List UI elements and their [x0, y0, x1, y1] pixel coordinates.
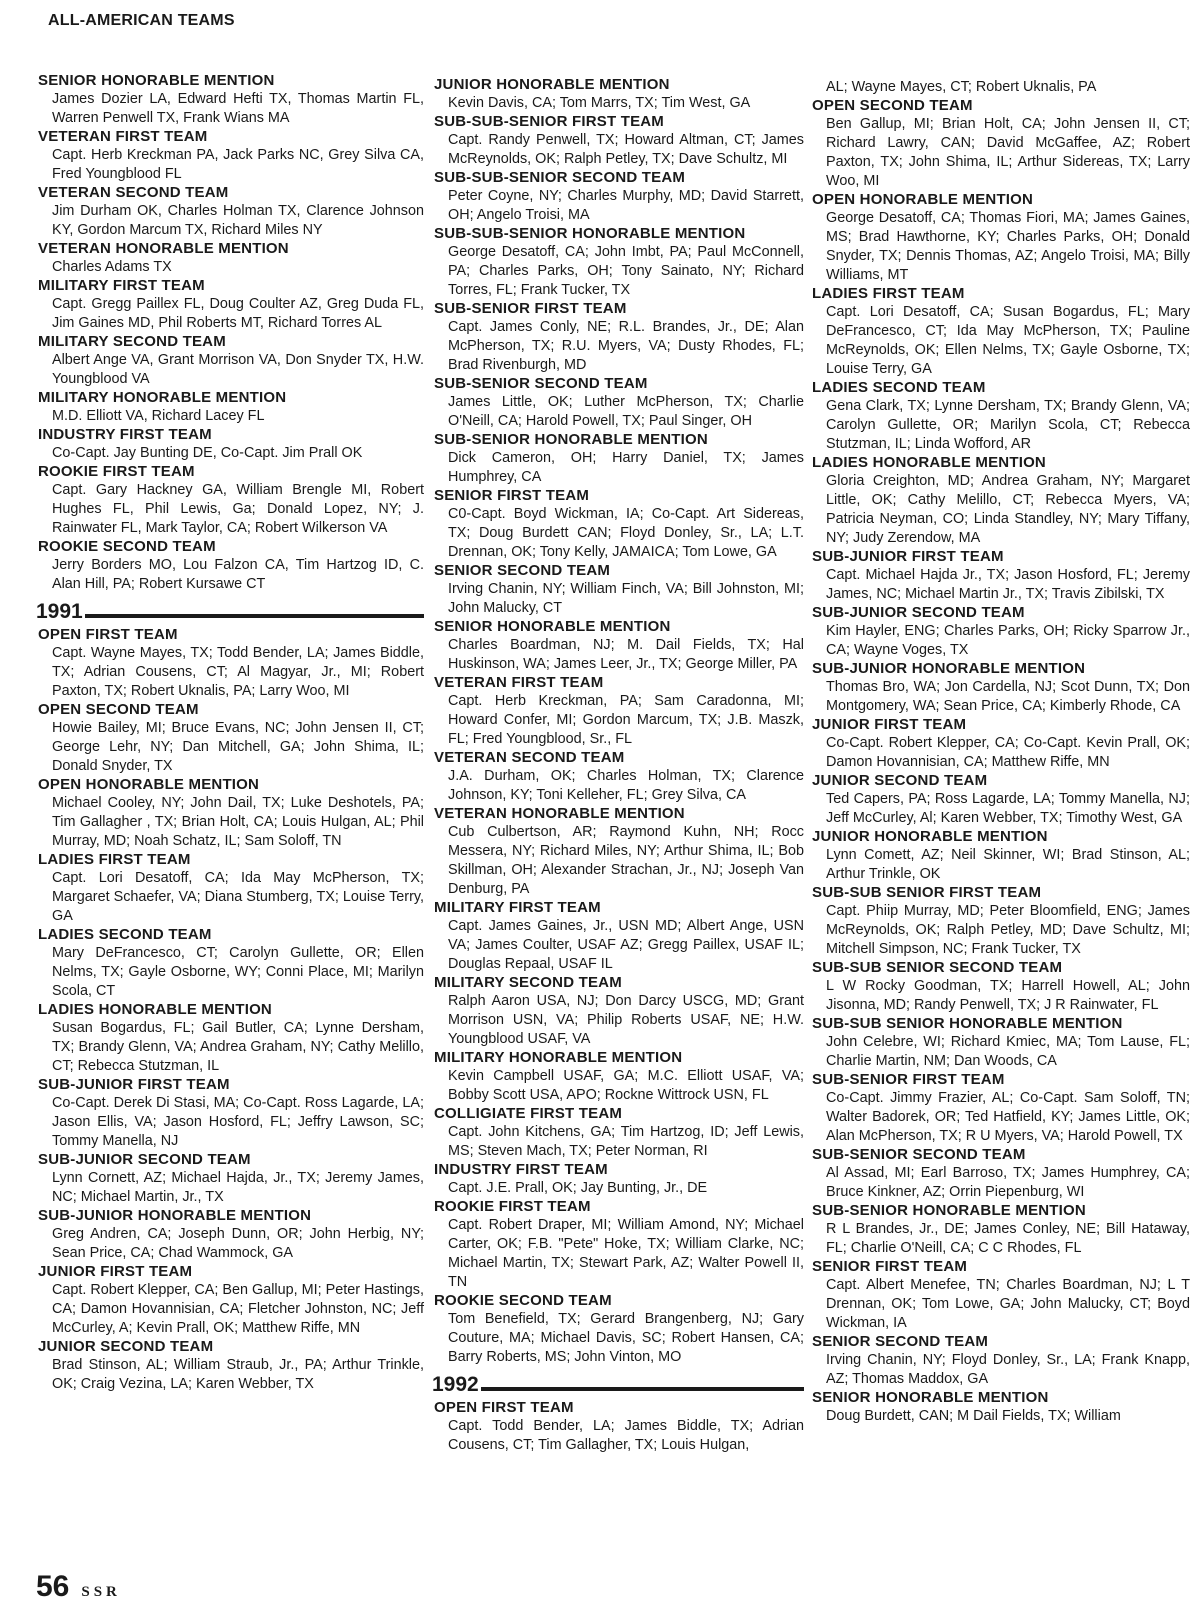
- page-title: ALL-AMERICAN TEAMS: [48, 12, 235, 29]
- team-section: [36, 1338, 424, 1394]
- team-heading: SUB-SUB-SENIOR FIRST TEAM: [434, 113, 664, 130]
- team-heading: SUB-SUB SENIOR FIRST TEAM: [812, 884, 1042, 901]
- team-heading: SUB-SUB-SENIOR SECOND TEAM: [434, 169, 686, 186]
- column-1: [36, 72, 424, 1394]
- team-section: [432, 562, 804, 618]
- team-members: Co-Capt. Jay Bunting DE, Co-Capt. Jim Prall OK: [52, 445, 363, 461]
- team-section: [432, 300, 804, 375]
- team-section: [36, 426, 424, 463]
- team-members: Capt. Herb Kreckman PA, Jack Parks NC, Grey Silva CA, Fred Youngblood FL: [52, 147, 424, 182]
- team-section: [36, 1151, 424, 1207]
- team-section: [36, 277, 424, 333]
- team-members: Al Assad, MI; Earl Barroso, TX; James Humphrey, CA; Bruce Kinkner, AZ; Orrin Piepenburg, WI: [826, 1165, 1190, 1200]
- team-members: Capt. Robert Klepper, CA; Ben Gallup, MI; Peter Hastings, CA; Damon Hovannisian, CA; Fletcher Johnston, NC; Jeff McCurley, A; Kevin Prall, OK; Matthew Riffe, MN: [52, 1282, 424, 1336]
- team-section: [36, 128, 424, 184]
- team-heading: OPEN FIRST TEAM: [38, 626, 178, 643]
- team-members: Jim Durham OK, Charles Holman TX, Clarence Johnson KY, Gordon Marcum TX, Richard Miles NY: [52, 203, 424, 238]
- team-section: [432, 805, 804, 899]
- team-heading: COLLIGIATE FIRST TEAM: [434, 1105, 623, 1122]
- team-heading: JUNIOR SECOND TEAM: [812, 772, 988, 789]
- team-section: [432, 487, 804, 562]
- team-heading: SENIOR HONORABLE MENTION: [38, 72, 275, 89]
- team-members: Capt. Lori Desatoff, CA; Susan Bogardus, FL; Mary DeFrancesco, CT; Ida May McPherson, TX; Pauline McReynolds, OK; Ellen Nelms, TX; Gayle Osborne, TX; Louise Terry, GA: [826, 304, 1190, 377]
- team-heading: SENIOR HONORABLE MENTION: [812, 1389, 1049, 1406]
- team-members: Greg Andren, CA; Joseph Dunn, OR; John Herbig, NY; Sean Price, CA; Chad Wammock, GA: [52, 1226, 424, 1261]
- team-members: Howie Bailey, MI; Bruce Evans, NC; John Jensen II, CT; George Lehr, NY; Dan Mitchell, GA; John Shima, IL; Donald Snyder, TX: [52, 720, 424, 774]
- team-members: Capt. Lori Desatoff, CA; Ida May McPherson, TX; Margaret Schaefer, VA; Diana Stumberg, TX; Louise Terry, GA: [52, 870, 424, 924]
- team-heading: SUB-SENIOR SECOND TEAM: [812, 1146, 1026, 1163]
- team-heading: LADIES FIRST TEAM: [38, 851, 191, 868]
- team-heading: LADIES SECOND TEAM: [38, 926, 212, 943]
- team-members: Co-Capt. Jimmy Frazier, AL; Co-Capt. Sam Soloff, TN; Walter Badorek, OR; Ted Hatfield, KY; James Little, OK; Alan McPherson, TX; R U Myers, VA; Harold Powell, TX: [826, 1090, 1190, 1144]
- team-members: Gena Clark, TX; Lynne Dersham, TX; Brandy Glenn, VA; Carolyn Gullette, OR; Marilyn Scola, CT; Rebecca Stutzman, IL; Linda Wofford, AR: [826, 398, 1190, 452]
- team-members: Mary DeFrancesco, CT; Carolyn Gullette, OR; Ellen Nelms, TX; Gayle Osborne, WY; Conni Place, MI; Marilyn Scola, CT: [52, 945, 424, 999]
- team-members: Capt. Gregg Paillex FL, Doug Coulter AZ, Greg Duda FL, Jim Gaines MD, Phil Roberts MT, Richard Torres AL: [52, 296, 424, 331]
- team-heading: VETERAN HONORABLE MENTION: [434, 805, 685, 822]
- team-section: [432, 169, 804, 225]
- team-members: J.A. Durham, OK; Charles Holman, TX; Clarence Johnson, KY; Toni Kelleher, FL; Grey Silva, CA: [448, 768, 804, 803]
- team-members: Dick Cameron, OH; Harry Daniel, TX; James Humphrey, CA: [448, 450, 804, 485]
- team-section: [432, 1292, 804, 1367]
- team-heading: SUB-SENIOR SECOND TEAM: [434, 375, 648, 392]
- team-section: [36, 463, 424, 538]
- team-section: [432, 1161, 804, 1198]
- team-heading: LADIES HONORABLE MENTION: [38, 1001, 272, 1018]
- team-heading: JUNIOR HONORABLE MENTION: [434, 76, 670, 93]
- team-section: [432, 375, 804, 431]
- team-heading: SENIOR SECOND TEAM: [812, 1333, 989, 1350]
- team-section: [810, 78, 1190, 97]
- team-members: Ted Capers, PA; Ross Lagarde, LA; Tommy Manella, NJ; Jeff McCurley, Al; Karen Webber, TX; Timothy West, GA: [826, 791, 1190, 826]
- team-section: [810, 1015, 1190, 1071]
- team-section: [810, 660, 1190, 716]
- team-heading: OPEN FIRST TEAM: [434, 1399, 574, 1416]
- team-members: Albert Ange VA, Grant Morrison VA, Don Snyder TX, H.W. Youngblood VA: [52, 352, 424, 387]
- team-section: [36, 72, 424, 128]
- team-section: [810, 1202, 1190, 1258]
- team-section: [432, 1399, 804, 1455]
- team-section: [36, 389, 424, 426]
- team-heading: INDUSTRY FIRST TEAM: [434, 1161, 608, 1178]
- team-section: [810, 285, 1190, 379]
- team-members: Susan Bogardus, FL; Gail Butler, CA; Lynne Dersham, TX; Brandy Glenn, VA; Andrea Graham, NY; Cathy Melillo, CT; Rebecca Stutzman, IL: [52, 1020, 424, 1074]
- year-label: 1992: [432, 1373, 479, 1396]
- team-members: Ralph Aaron USA, NJ; Don Darcy USCG, MD; Grant Morrison USN, VA; Philip Roberts USAF, NE; H.W. Youngblood USAF, VA: [448, 993, 804, 1047]
- team-section: [810, 828, 1190, 884]
- team-members: Michael Cooley, NY; John Dail, TX; Luke Deshotels, PA; Tim Gallagher , TX; Brian Holt, CA; Louis Hulgan, AL; Phil Murray, MD; Noah Schatz, IL; Sam Soloff, TN: [52, 795, 424, 849]
- team-members: Charles Boardman, NJ; M. Dail Fields, TX; Hal Huskinson, WA; James Leer, Jr., TX; George Miller, PA: [448, 637, 804, 672]
- team-heading: MILITARY FIRST TEAM: [38, 277, 205, 294]
- team-heading: VETERAN FIRST TEAM: [434, 674, 604, 691]
- team-members: Gloria Creighton, MD; Andrea Graham, NY; Margaret Little, OK; Cathy Melillo, CT; Rebecca Myers, VA; Patricia Neyman, CO; Linda Standley, NY; Mary Tiffany, NY; Judy Zerendow, MA: [826, 473, 1190, 546]
- team-section: [36, 1001, 424, 1076]
- team-members: Capt. Randy Penwell, TX; Howard Altman, CT; James McReynolds, OK; Ralph Petley, TX; Dave Schultz, MI: [448, 132, 804, 167]
- team-members: John Celebre, WI; Richard Kmiec, MA; Tom Lause, FL; Charlie Martin, NM; Dan Woods, CA: [826, 1034, 1190, 1069]
- team-section: [432, 1105, 804, 1161]
- team-heading: SUB-SUB-SENIOR HONORABLE MENTION: [434, 225, 746, 242]
- team-heading: MILITARY HONORABLE MENTION: [38, 389, 287, 406]
- team-section: [36, 776, 424, 851]
- team-members: Irving Chanin, NY; Floyd Donley, Sr., LA; Frank Knapp, AZ; Thomas Maddox, GA: [826, 1352, 1190, 1387]
- team-heading: MILITARY FIRST TEAM: [434, 899, 601, 916]
- team-heading: VETERAN FIRST TEAM: [38, 128, 208, 145]
- team-heading: SENIOR FIRST TEAM: [812, 1258, 968, 1275]
- team-section: [36, 926, 424, 1001]
- team-members: George Desatoff, CA; John Imbt, PA; Paul McConnell, PA; Charles Parks, OH; Tony Sainato, NY; Richard Torres, FL; Frank Tucker, TX: [448, 244, 804, 298]
- team-members: Capt. Wayne Mayes, TX; Todd Bender, LA; James Biddle, TX; Adrian Cousens, CT; Al Magyar, Jr., MI; Robert Paxton, TX; Robert Uknalis, PA; Larry Woo, MI: [52, 645, 424, 699]
- team-section: [810, 548, 1190, 604]
- team-section: [432, 225, 804, 300]
- team-members: M.D. Elliott VA, Richard Lacey FL: [52, 408, 265, 424]
- team-heading: LADIES FIRST TEAM: [812, 285, 965, 302]
- team-heading: SUB-JUNIOR HONORABLE MENTION: [38, 1207, 312, 1224]
- column-3: [810, 78, 1190, 1426]
- team-section: [36, 1207, 424, 1263]
- team-members: Lynn Cornett, AZ; Michael Hajda, Jr., TX; Jeremy James, NC; Michael Martin, Jr., TX: [52, 1170, 424, 1205]
- team-heading: SUB-JUNIOR FIRST TEAM: [812, 548, 1004, 565]
- team-section: [432, 899, 804, 974]
- team-members: Kim Hayler, ENG; Charles Parks, OH; Ricky Sparrow Jr., CA; Wayne Voges, TX: [826, 623, 1190, 658]
- team-members: George Desatoff, CA; Thomas Fiori, MA; James Gaines, MS; Brad Hawthorne, KY; Charles Parks, OH; Donald Snyder, TX; Dennis Thomas, AZ; Angelo Troisi, MA; Billy Williams, MT: [826, 210, 1190, 283]
- team-section: [432, 674, 804, 749]
- team-members: Capt. John Kitchens, GA; Tim Hartzog, ID; Jeff Lewis, MS; Steven Mach, TX; Peter Norman, RI: [448, 1124, 804, 1159]
- team-heading: OPEN SECOND TEAM: [812, 97, 973, 114]
- team-heading: SENIOR SECOND TEAM: [434, 562, 611, 579]
- team-heading: SUB-JUNIOR SECOND TEAM: [38, 1151, 251, 1168]
- team-members: Peter Coyne, NY; Charles Murphy, MD; David Starrett, OH; Angelo Troisi, MA: [448, 188, 804, 223]
- team-members: Doug Burdett, CAN; M Dail Fields, TX; William: [826, 1408, 1121, 1424]
- team-members: AL; Wayne Mayes, CT; Robert Uknalis, PA: [826, 79, 1097, 95]
- team-heading: SENIOR HONORABLE MENTION: [434, 618, 671, 635]
- team-section: [36, 701, 424, 776]
- team-section: [36, 1076, 424, 1151]
- team-members: James Dozier LA, Edward Hefti TX, Thomas Martin FL, Warren Penwell TX, Frank Wians MA: [52, 91, 424, 126]
- team-heading: JUNIOR FIRST TEAM: [38, 1263, 193, 1280]
- team-heading: ROOKIE SECOND TEAM: [434, 1292, 612, 1309]
- team-heading: MILITARY SECOND TEAM: [434, 974, 622, 991]
- team-heading: SUB-SENIOR HONORABLE MENTION: [434, 431, 708, 448]
- team-heading: SUB-JUNIOR HONORABLE MENTION: [812, 660, 1086, 677]
- team-section: [810, 884, 1190, 959]
- team-members: C0-Capt. Boyd Wickman, IA; Co-Capt. Art Sidereas, TX; Doug Burdett CAN; Floyd Donley, Sr., LA; L.T. Drennan, OK; Tony Kelly, JAMAICA; Tom Lowe, GA: [448, 506, 804, 560]
- team-heading: SUB-SENIOR FIRST TEAM: [434, 300, 627, 317]
- team-section: [810, 97, 1190, 191]
- team-members: James Little, OK; Luther McPherson, TX; Charlie O'Neill, CA; Harold Powell, TX; Paul Singer, OH: [448, 394, 804, 429]
- team-section: [810, 716, 1190, 772]
- team-heading: SUB-SENIOR FIRST TEAM: [812, 1071, 1005, 1088]
- team-heading: VETERAN HONORABLE MENTION: [38, 240, 289, 257]
- year-divider: [432, 1373, 804, 1397]
- team-heading: LADIES HONORABLE MENTION: [812, 454, 1046, 471]
- team-members: Capt. James Conly, NE; R.L. Brandes, Jr., DE; Alan McPherson, TX; R.U. Myers, VA; Dusty Rhodes, FL; Brad Rivenburgh, MD: [448, 319, 804, 373]
- team-members: Cub Culbertson, AR; Raymond Kuhn, NH; Rocc Messera, NY; Richard Miles, NY; Arthur Shima, IL; Bob Skillman, OH; Alexander Strachan, Jr., NJ; Joseph Van Denburg, PA: [448, 824, 804, 897]
- team-heading: VETERAN SECOND TEAM: [38, 184, 229, 201]
- team-members: Capt. Herb Kreckman, PA; Sam Caradonna, MI; Howard Confer, MI; Gordon Marcum, TX; J.B. Maszk, FL; Fred Youngblood, Sr., FL: [448, 693, 804, 747]
- team-section: [810, 1146, 1190, 1202]
- team-section: [432, 618, 804, 674]
- team-members: Capt. Todd Bender, LA; James Biddle, TX; Adrian Cousens, CT; Tim Gallagher, TX; Louis Hulgan,: [448, 1418, 804, 1453]
- team-section: [432, 1198, 804, 1292]
- team-heading: SENIOR FIRST TEAM: [434, 487, 590, 504]
- team-section: [810, 1071, 1190, 1146]
- team-members: Co-Capt. Robert Klepper, CA; Co-Capt. Kevin Prall, OK; Damon Hovannisian, CA; Matthew Riffe, MN: [826, 735, 1190, 770]
- page-number: 56: [36, 1570, 70, 1603]
- team-members: L W Rocky Goodman, TX; Harrell Howell, AL; John Jisonna, MD; Randy Penwell, TX; J R Rainwater, FL: [826, 978, 1190, 1013]
- year-label: 1991: [36, 600, 83, 623]
- team-members: Co-Capt. Derek Di Stasi, MA; Co-Capt. Ross Lagarde, LA; Jason Ellis, VA; Jason Hosford, FL; Jeffry Lawson, SC; Tommy Manella, NJ: [52, 1095, 424, 1149]
- team-members: R L Brandes, Jr., DE; James Conley, NE; Bill Hataway, FL; Charlie O'Neill, CA; C C Rhodes, FL: [826, 1221, 1190, 1256]
- team-heading: ROOKIE FIRST TEAM: [38, 463, 195, 480]
- team-heading: ROOKIE FIRST TEAM: [434, 1198, 591, 1215]
- team-heading: INDUSTRY FIRST TEAM: [38, 426, 212, 443]
- team-heading: VETERAN SECOND TEAM: [434, 749, 625, 766]
- team-heading: OPEN HONORABLE MENTION: [38, 776, 260, 793]
- page-footer: [36, 1570, 121, 1604]
- team-heading: JUNIOR FIRST TEAM: [812, 716, 967, 733]
- team-section: [810, 604, 1190, 660]
- team-section: [810, 454, 1190, 548]
- team-members: Kevin Campbell USAF, GA; M.C. Elliott USAF, VA; Bobby Scott USA, APO; Rockne Wittrock USN, FL: [448, 1068, 804, 1103]
- team-heading: MILITARY SECOND TEAM: [38, 333, 226, 350]
- team-members: Lynn Comett, AZ; Neil Skinner, WI; Brad Stinson, AL; Arthur Trinkle, OK: [826, 847, 1190, 882]
- team-section: [36, 240, 424, 277]
- team-members: Capt. Phiip Murray, MD; Peter Bloomfield, ENG; James McReynolds, OK; Ralph Petley, MD; Dave Schultz, MI; Mitchell Simpson, NC; Frank Tucker, TX: [826, 903, 1190, 957]
- team-members: Irving Chanin, NY; William Finch, VA; Bill Johnston, MI; John Malucky, CT: [448, 581, 804, 616]
- team-section: [432, 76, 804, 113]
- team-heading: OPEN SECOND TEAM: [38, 701, 199, 718]
- column-2: [432, 76, 804, 1455]
- publication-name: SSR: [81, 1584, 121, 1600]
- team-heading: SUB-JUNIOR FIRST TEAM: [38, 1076, 230, 1093]
- team-section: [36, 626, 424, 701]
- team-section: [36, 184, 424, 240]
- team-heading: OPEN HONORABLE MENTION: [812, 191, 1034, 208]
- team-heading: LADIES SECOND TEAM: [812, 379, 986, 396]
- team-heading: SUB-JUNIOR SECOND TEAM: [812, 604, 1025, 621]
- team-section: [810, 191, 1190, 285]
- team-section: [810, 1258, 1190, 1333]
- team-members: Ben Gallup, MI; Brian Holt, CA; John Jensen II, CT; Richard Lawry, CAN; David McGaffee, AZ; Robert Paxton, TX; John Shima, IL; Arthur Sidereas, TX; Larry Woo, MI: [826, 116, 1190, 189]
- team-members: Thomas Bro, WA; Jon Cardella, NJ; Scot Dunn, TX; Don Montgomery, WA; Sean Price, CA; Kimberly Rhode, CA: [826, 679, 1190, 714]
- year-rule: [481, 1387, 804, 1391]
- team-section: [36, 333, 424, 389]
- team-section: [36, 851, 424, 926]
- team-members: Capt. Michael Hajda Jr., TX; Jason Hosford, FL; Jeremy James, NC; Michael Martin Jr., TX; Travis Zibilski, TX: [826, 567, 1190, 602]
- team-section: [432, 749, 804, 805]
- team-members: Charles Adams TX: [52, 259, 172, 275]
- team-members: Brad Stinson, AL; William Straub, Jr., PA; Arthur Trinkle, OK; Craig Vezina, LA; Karen Webber, TX: [52, 1357, 424, 1392]
- team-section: [432, 1049, 804, 1105]
- team-section: [810, 1389, 1190, 1426]
- team-section: [432, 113, 804, 169]
- team-section: [810, 959, 1190, 1015]
- team-heading: ROOKIE SECOND TEAM: [38, 538, 216, 555]
- team-members: Capt. Robert Draper, MI; William Amond, NY; Michael Carter, OK; F.B. "Pete" Hoke, TX; William Clarke, NC; Michael Martin, TX; Stewart Park, AZ; Walter Powell II, TN: [448, 1217, 804, 1290]
- team-heading: SUB-SUB SENIOR HONORABLE MENTION: [812, 1015, 1123, 1032]
- team-section: [36, 538, 424, 594]
- year-divider: [36, 600, 424, 624]
- team-heading: MILITARY HONORABLE MENTION: [434, 1049, 683, 1066]
- team-heading: JUNIOR HONORABLE MENTION: [812, 828, 1048, 845]
- team-section: [36, 1263, 424, 1338]
- team-members: Jerry Borders MO, Lou Falzon CA, Tim Hartzog ID, C. Alan Hill, PA; Robert Kursawe CT: [52, 557, 424, 592]
- team-members: Kevin Davis, CA; Tom Marrs, TX; Tim West, GA: [448, 95, 751, 111]
- team-members: Capt. J.E. Prall, OK; Jay Bunting, Jr., DE: [448, 1180, 708, 1196]
- team-members: Capt. Gary Hackney GA, William Brengle MI, Robert Hughes FL, Phil Lewis, Ga; Donald Lopez, NY; J. Rainwater FL, Mark Taylor, CA; Robert Wilkerson VA: [52, 482, 424, 536]
- team-members: Capt. James Gaines, Jr., USN MD; Albert Ange, USN VA; James Coulter, USAF AZ; Gregg Paillex, USAF IL; Douglas Repaal, USAF IL: [448, 918, 804, 972]
- team-members: Capt. Albert Menefee, TN; Charles Boardman, NJ; L T Drennan, OK; Tom Lowe, GA; John Malucky, CT; Boyd Wickman, IA: [826, 1277, 1190, 1331]
- team-section: [432, 974, 804, 1049]
- team-section: [810, 379, 1190, 454]
- team-section: [810, 1333, 1190, 1389]
- team-heading: JUNIOR SECOND TEAM: [38, 1338, 214, 1355]
- team-heading: SUB-SUB SENIOR SECOND TEAM: [812, 959, 1063, 976]
- team-section: [810, 772, 1190, 828]
- team-section: [432, 431, 804, 487]
- team-heading: SUB-SENIOR HONORABLE MENTION: [812, 1202, 1086, 1219]
- year-rule: [85, 614, 424, 618]
- team-members: Tom Benefield, TX; Gerard Brangenberg, NJ; Gary Couture, MA; Michael Davis, SC; Robert Hansen, CA; Barry Roberts, MS; John Vinton, MO: [448, 1311, 804, 1365]
